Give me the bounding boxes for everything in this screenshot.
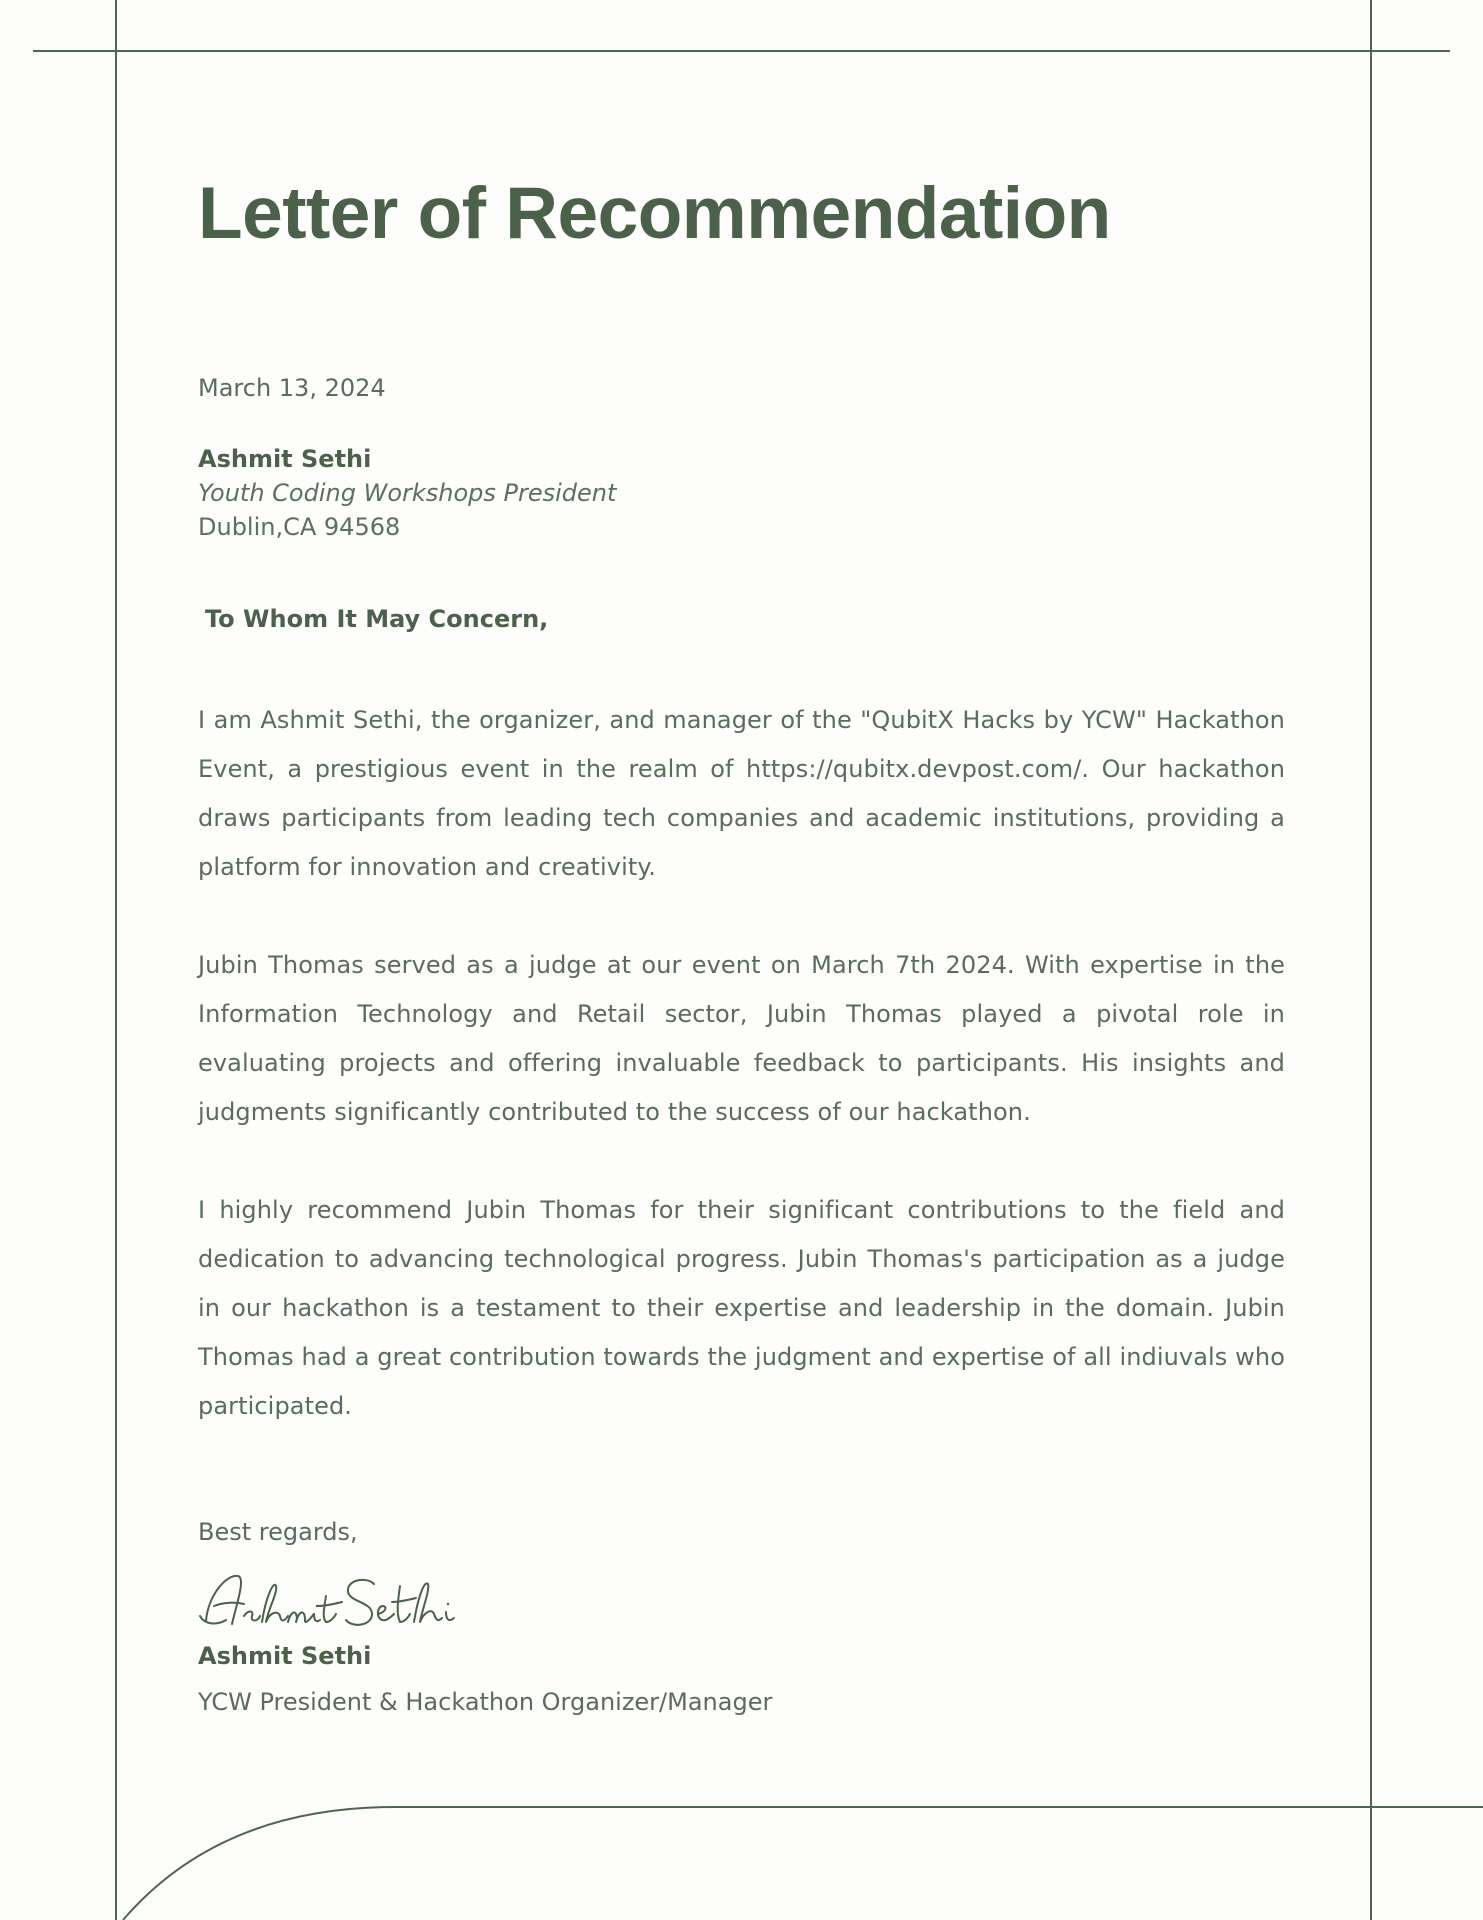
closing: Best regards, <box>198 1518 358 1546</box>
sender-name: Ashmit Sethi <box>198 445 372 473</box>
letter-title: Letter of Recommendation <box>198 173 1111 254</box>
body-paragraph-recommendation: I highly recommend Jubin Thomas for their significant contributions to the field and dedication to advancing technological progress. Jubin Thomas's participation as a judge in our hackathon is a testament to their expertise and leadership in the domain. Jubin Thomas had a great contribution towards the judgment and expertise of all indiuvals who participated. <box>198 1196 1285 1420</box>
signer-name: Ashmit Sethi <box>198 1642 372 1670</box>
body-paragraph-intro: I am Ashmit Sethi, the organizer, and manager of the "QubitX Hacks by YCW" Hackathon Event, a prestigious event in the realm of https://qubitx.devpost.com/. Our hackathon draws participants from leading tech companies and academic institutions, providing a platform for innovation and creativity. <box>198 706 1285 881</box>
handwritten-signature <box>196 1566 496 1638</box>
sender-role: Youth Coding Workshops President <box>198 479 617 507</box>
sender-block <box>198 442 616 544</box>
letter-date: March 13, 2024 <box>198 374 386 402</box>
salutation: To Whom It May Concern, <box>205 605 549 633</box>
letter-body <box>198 696 1285 1480</box>
signer-title: YCW President & Hackathon Organizer/Manager <box>198 1688 773 1716</box>
sender-address: Dublin,CA 94568 <box>198 513 401 541</box>
bottom-corner-arc <box>123 1807 395 1920</box>
body-paragraph-judge: Jubin Thomas served as a judge at our event on March 7th 2024. With expertise in the Information Technology and Retail sector, Jubin Thomas played a pivotal role in evaluating projects and offering invaluable feedback to participants. His insights and judgments significantly contributed to the success of our hackathon. <box>198 951 1285 1126</box>
